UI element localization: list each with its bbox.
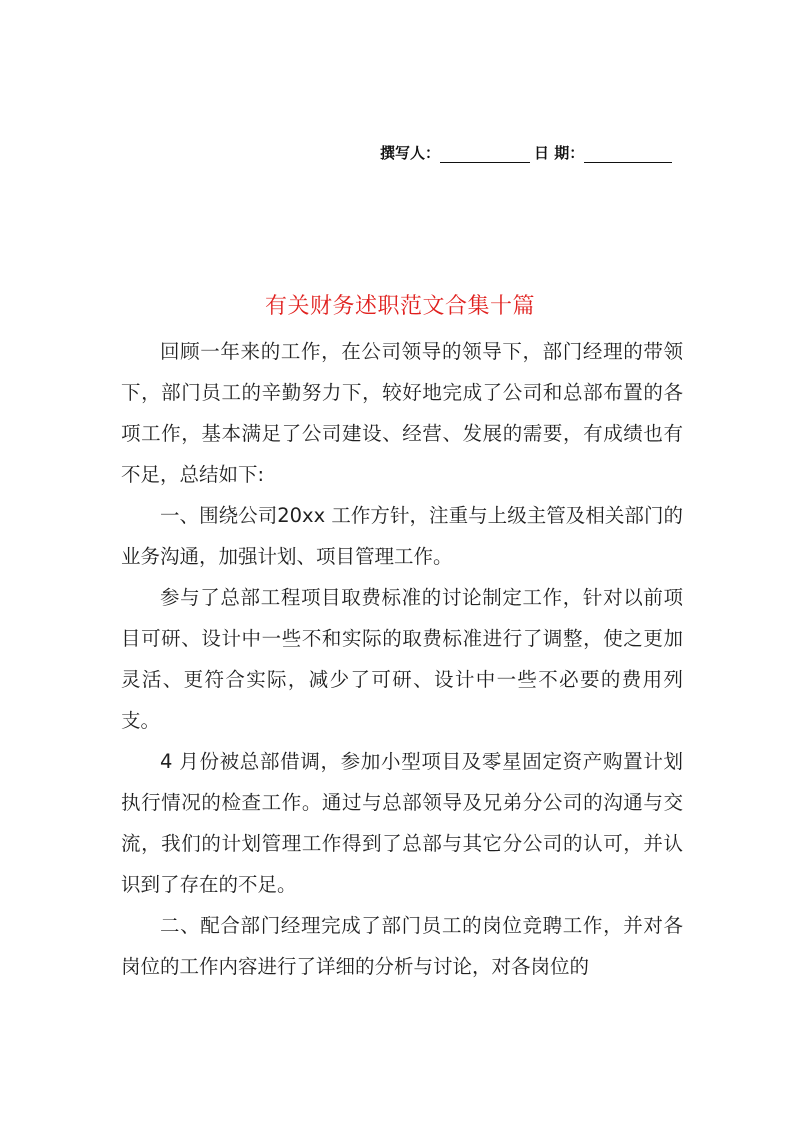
author-blank [440,146,530,163]
paragraph-april-secondment: 4 月份被总部借调，参加小型项目及零星固定资产购置计划执行情况的检查工作。通过与总部领导及兄弟分公司的沟通与交流，我们的计划管理工作得到了总部与其它分公司的认可，并认识到了存在的不足。 [121,750,683,896]
paragraph-section-one: 一、围绕公司20xx 工作方针，注重与上级主管及相关部门的业务沟通，加强计划、项目管理工作。 [121,504,683,568]
paragraph-section-two: 二、配合部门经理完成了部门员工的岗位竞聘工作，并对各岗位的工作内容进行了详细的分析与讨论，对各岗位的 [121,914,683,978]
signature-line [380,139,690,163]
date-blank [584,146,672,163]
document-body [121,331,683,987]
document-title: 有关财务述职范文合集十篇 [264,294,535,319]
date-label: 日 期： [534,144,585,162]
paragraph-intro: 回顾一年来的工作，在公司领导的领导下，部门经理的带领下，部门员工的辛勤努力下，较好地完成了公司和总部布置的各项工作，基本满足了公司建设、经营、发展的需要，有成绩也有不足，总结如下: [121,340,683,486]
paragraph-fee-standards: 参与了总部工程项目取费标准的讨论制定工作，针对以前项目可研、设计中一些不和实际的取费标准进行了调整，使之更加灵活、更符合实际，减少了可研、设计中一些不必要的费用列支。 [121,586,683,732]
author-label: 撰写人： [380,144,441,162]
